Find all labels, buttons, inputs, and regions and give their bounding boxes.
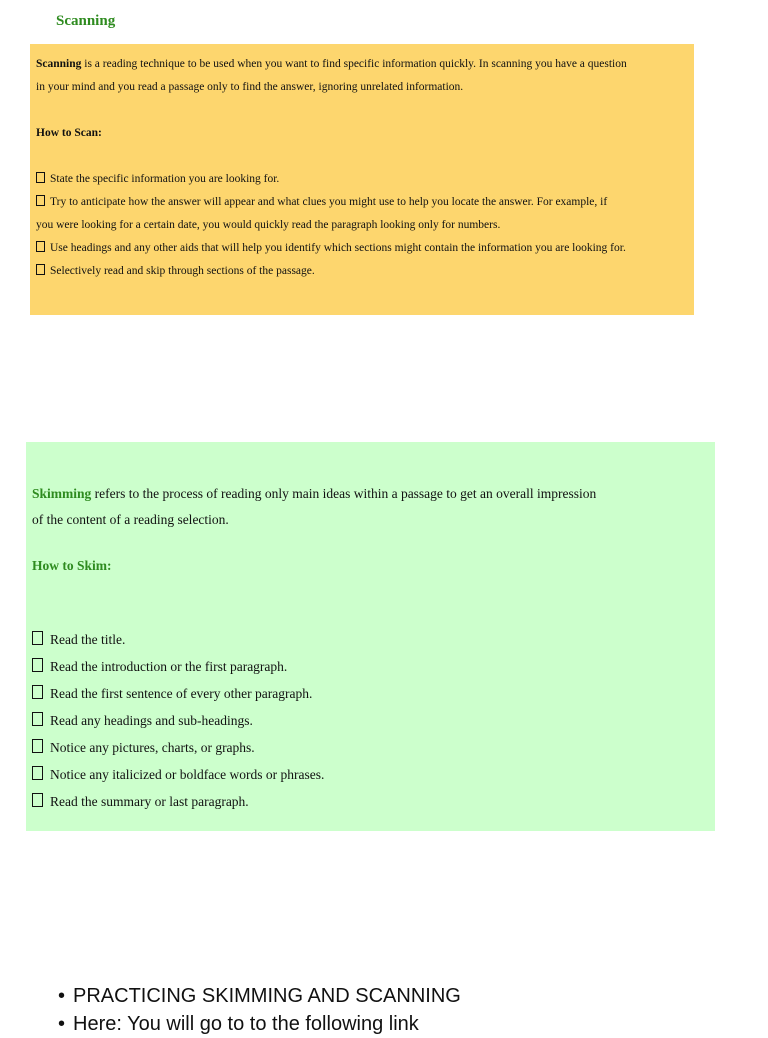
skim-step-text: Read the first sentence of every other paragraph. bbox=[50, 686, 313, 701]
skim-step bbox=[32, 734, 709, 761]
scanning-intro bbox=[36, 53, 689, 76]
scan-step-text: Try to anticipate how the answer will appear and what clues you might use to help you locate the answer. For example, if bbox=[50, 196, 608, 208]
list-item-text: Here: You will go to to the following link bbox=[73, 1013, 419, 1035]
skimming-intro-line2: of the content of a reading selection. bbox=[32, 512, 229, 527]
checkbox-icon bbox=[32, 739, 43, 753]
checkbox-icon bbox=[36, 172, 45, 183]
checkbox-icon bbox=[32, 685, 43, 699]
scanning-intro-line2: in your mind and you read a passage only to find the answer, ignoring unrelated information. bbox=[36, 81, 464, 93]
checkbox-icon bbox=[32, 793, 43, 807]
skim-steps-list bbox=[32, 626, 709, 815]
skim-step-text: Notice any italicized or boldface words or phrases. bbox=[50, 767, 325, 782]
skimming-intro bbox=[32, 481, 709, 507]
checkbox-icon bbox=[36, 195, 45, 206]
scanning-intro-line1: is a reading technique to be used when you want to find specific information quickly. In scanning you have a question bbox=[81, 58, 627, 70]
scan-step bbox=[36, 260, 689, 283]
scanning-intro-term: Scanning bbox=[36, 58, 82, 70]
checkbox-icon bbox=[32, 658, 43, 672]
skim-step-text: Read the summary or last paragraph. bbox=[50, 794, 249, 809]
list-item-text: PRACTICING SKIMMING AND SCANNING bbox=[73, 985, 461, 1007]
skim-step bbox=[32, 707, 709, 734]
scan-step-text: Use headings and any other aids that will help you identify which sections might contain the information you are looking for. bbox=[50, 242, 626, 254]
how-to-skim-heading: How to Skim: bbox=[32, 558, 112, 573]
skim-step bbox=[32, 680, 709, 707]
scanning-heading: Scanning bbox=[56, 13, 116, 29]
list-item bbox=[58, 1010, 758, 1038]
skim-step-text: Read the title. bbox=[50, 632, 126, 647]
scan-step-text: State the specific information you are looking for. bbox=[50, 173, 280, 185]
skim-step-text: Read any headings and sub-headings. bbox=[50, 713, 253, 728]
bullet-icon: • bbox=[58, 985, 66, 1007]
practice-list bbox=[58, 982, 758, 1038]
list-item bbox=[58, 982, 758, 1010]
skimming-intro-term: Skimming bbox=[32, 486, 92, 501]
skim-step bbox=[32, 653, 709, 680]
skimming-box bbox=[26, 442, 715, 831]
bullet-icon: • bbox=[58, 1013, 66, 1035]
skim-step bbox=[32, 788, 709, 815]
scanning-box bbox=[30, 44, 694, 315]
how-to-scan-heading: How to Scan: bbox=[36, 127, 102, 139]
skim-step-text: Notice any pictures, charts, or graphs. bbox=[50, 740, 255, 755]
skim-step bbox=[32, 626, 709, 653]
scan-step bbox=[36, 237, 689, 260]
checkbox-icon bbox=[36, 241, 45, 252]
checkbox-icon bbox=[32, 631, 43, 645]
scan-step-continued: you were looking for a certain date, you would quickly read the paragraph looking only for numbers. bbox=[36, 219, 501, 231]
checkbox-icon bbox=[32, 766, 43, 780]
checkbox-icon bbox=[32, 712, 43, 726]
skimming-intro-line1: refers to the process of reading only main ideas within a passage to get an overall impression bbox=[91, 486, 597, 501]
scan-step-text: Selectively read and skip through sections of the passage. bbox=[50, 265, 315, 277]
scan-step bbox=[36, 168, 689, 191]
skim-step bbox=[32, 761, 709, 788]
scan-step bbox=[36, 191, 689, 214]
checkbox-icon bbox=[36, 264, 45, 275]
skim-step-text: Read the introduction or the first paragraph. bbox=[50, 659, 288, 674]
